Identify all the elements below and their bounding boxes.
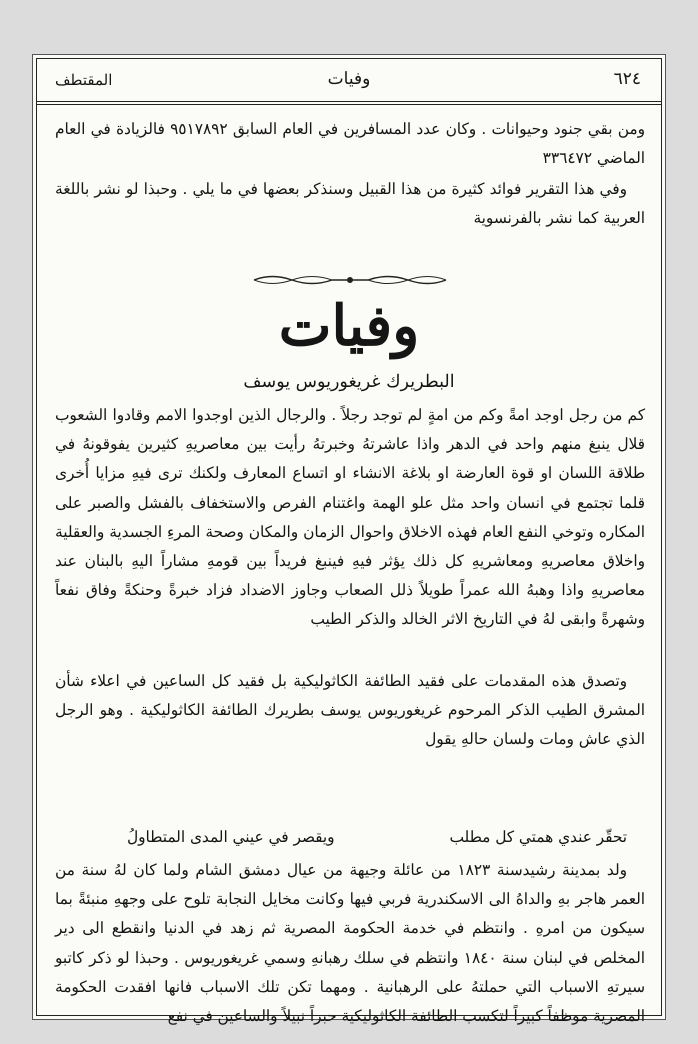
page-header: [37, 59, 661, 99]
obituary-paragraph-1: كم من رجل اوجد امةً وكم من امةٍ لم توجد رجلاً . والرجال الذين اوجدوا الامم وقادوا الشعوب قلال ينبغ منهم واحد في الدهر واذا عاشرتهُ وخبرتهُ رأيت بين معاصريهِ كثيرين يفوقونهُ في طلاقة اللسان او قوة العارضة او بلاغة الانشاء او اتساع المعارف ولكنك ترى فيهِ مزايا أُخرى قلما تجتمع في انسان واحد مثل علو الهمة واغتنام الفرص والاستخفاف بالفشل والصبر على المكاره وتوخي النفع العام فهذه الاخلاق واحوال الزمان والمكان وصحة المرءِ الجسدية والعقلية واخلاق معاصريهِ ومعاشريهِ كل ذلك يؤثر فيهِ فينبغ فريداً بين قومهِ مشاراً اليهِ بالبنان عند معاصريهِ واذا وهبهُ الله عمراً طويلاً ذلل الصعاب وجاوز الاضداد فزاد خبرةً وحنكةً وفاق نفعاً وشهرةً وابقى لهُ في التاريخ الاثر الخالد والذكر الطيب: [55, 406, 645, 629]
section-title: وفيات: [278, 293, 420, 359]
obituary-subheading: البطريرك غريغوريوس يوسف: [243, 372, 455, 392]
verse-second-hemistich: ويقصر في عيني المدى المتطاولُ: [127, 828, 335, 846]
obituary-paragraph-3: ولد بمدينة رشيدسنة ١٨٢٣ من عائلة وجيهة من عيال دمشق الشام ولما كان لهُ سنة من العمر هاجر بهِ والداهُ الى الاسكندرية فربي فيها وكانت مخايل النجابة تلوح على وجههِ منبئةً بما سيكون من امرهِ . وانتظم في خدمة الحكومة المصرية ثم زهد في الدنيا وانقطع الى دير المخلص في لبنان سنة ١٨٤٠ وانتظم في سلك رهبانهِ وسمي غريغوريوس . وحبذا لو ذكر كاتبو سيرتهِ الاسباب التي حملتهُ على الرهبانية . ومهما تكن تلك الاسباب فانها افقدت الحكومة المصرية موظفاً كبيراً لتكسب الطائفة الكاثوليكية حبراً نبيلاً والساعين في نفع: [55, 861, 645, 1026]
intro-paragraph-2: وفي هذا التقرير فوائد كثيرة من هذا القبيل وسنذكر بعضها في ما يلي . وحبذا لو نشر باللغة العربية كما نشر بالفرنسوية: [55, 180, 645, 228]
ornament-divider-icon: [252, 271, 448, 289]
journal-name: المقتطف: [55, 71, 113, 89]
page-number: ٦٢٤: [613, 69, 641, 89]
verse-first-hemistich: تحقّر عندي همتي كل مطلب: [449, 828, 627, 846]
intro-paragraph-1: ومن بقي جنود وحيوانات . وكان عدد المسافرين في العام السابق ٩٥١٧٨٩٢ فالزيادة في العام الماضي ٣٣٦٤٧٢: [55, 120, 645, 168]
running-section-title: وفيات: [327, 69, 371, 89]
journal-page: [36, 58, 662, 1026]
header-rule: [37, 101, 661, 102]
poetry-verse: [127, 823, 627, 852]
header-rule-second: [37, 104, 661, 105]
obituary-paragraph-2: وتصدق هذه المقدمات على فقيد الطائفة الكاثوليكية بل فقيد كل الساعين في اعلاء شأن المشرق الطيب الذكر المرحوم غريغوريوس يوسف بطريرك الطائفة الكاثوليكية . وهو الرجل الذي عاش ومات ولسان حالهِ يقول: [55, 672, 645, 749]
